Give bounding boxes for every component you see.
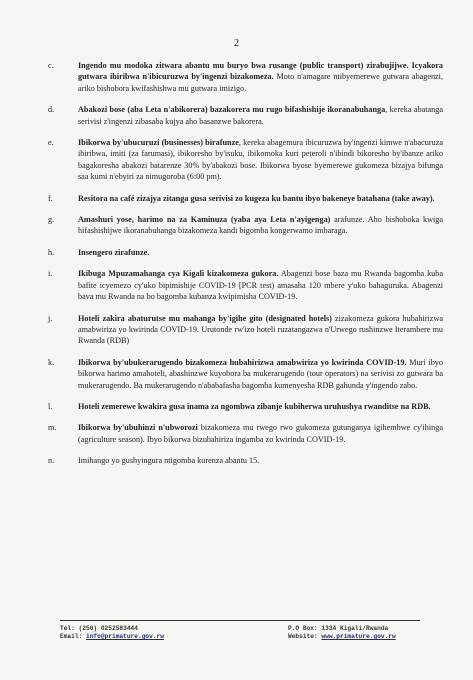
page-number: 2 bbox=[234, 38, 239, 49]
item-letter: m. bbox=[48, 423, 57, 433]
item-bold-text: Abakozi bose (aba Leta n'abikorera) bazakorera mu rugo bifashishije ikoranabuhanga bbox=[78, 105, 386, 115]
item-bold-text: Ibikorwa by'ubucuruzi (businesses) birafunze bbox=[78, 138, 239, 148]
footer-po-box: P.O Box: 1334 Kigali/Rwanda bbox=[288, 625, 389, 632]
item-letter: k. bbox=[48, 357, 55, 367]
item-bold-text: Amashuri yose, harimo na za Kaminuza (yaba aya Leta n'ayigenga) bbox=[78, 215, 331, 225]
item-bold-text: Insengero zirafunze. bbox=[78, 247, 150, 257]
list-item bbox=[48, 313, 443, 347]
footer-website-line bbox=[288, 633, 396, 641]
footer-website-link[interactable]: www.primature.gov.rw bbox=[321, 633, 396, 640]
directive-list bbox=[48, 60, 443, 477]
list-item bbox=[48, 137, 443, 183]
list-item bbox=[48, 104, 443, 127]
footer-right bbox=[288, 625, 396, 641]
item-letter: i. bbox=[48, 269, 53, 279]
item-bold-text: Ibikorwa by'ubuhinzi n'ubworozi bbox=[78, 423, 198, 433]
list-item bbox=[48, 193, 443, 204]
item-text: zizakomeza gukora hubahirizwa amabwiriza yo kwirinda COVID-19. Urutonde rw'izo hoteli ruzatangazwa n'Urwego rushinzwe Iterambere mu Rwanda (RDB) bbox=[78, 313, 443, 346]
list-item bbox=[48, 422, 443, 445]
item-letter: g. bbox=[48, 215, 55, 225]
item-letter: n. bbox=[48, 456, 55, 466]
footer-email-link[interactable]: info@primature.gov.rw bbox=[86, 633, 164, 640]
item-text: Imihango yo gushyingura ntigomba kurenza abantu 15. bbox=[78, 456, 260, 466]
footer-email-label: Email: bbox=[60, 633, 86, 640]
item-letter: e. bbox=[48, 138, 54, 148]
item-bold-text: Resitora na café zizajya zitanga gusa serivisi zo kugeza ku bantu ibyo bakeneye batahana (take away). bbox=[78, 193, 435, 203]
item-bold-text: Ingendo mu modoka zitwara abantu mu buryo bwa rusange (public transport) zirabujijwe. Icyakora gutwara ibiribwa n'ibicuruzwa by'ingenzi bizakomeza. bbox=[78, 61, 443, 82]
footer-left bbox=[60, 625, 164, 641]
footer-email-line bbox=[60, 633, 164, 641]
footer-tel: Tel: (250) 0252583444 bbox=[60, 625, 138, 632]
list-item bbox=[48, 357, 443, 391]
item-letter: h. bbox=[48, 247, 55, 257]
item-text: bizakomeza mu rwego rwo gukomeza gutunganya igihembwe cy'ihinga (agriculture season). Ibyo bikorwa bizubahiriza ingamba zo kwirinda COVID-19. bbox=[78, 423, 443, 444]
item-letter: l. bbox=[48, 401, 53, 411]
item-bold-text: Hoteli zakira abaturutse mu mahanga by'igihe gito (designated hotels) bbox=[78, 313, 332, 323]
item-letter: c. bbox=[48, 61, 54, 70]
list-item bbox=[48, 455, 443, 466]
list-item bbox=[48, 268, 443, 302]
item-text: Muri ibyo bikorwa harimo amahoteli, abashinzwe kuyobora ba mukerarugendo (tour operators) na serivisi zo gutwara ba mukerarugendo. Ba mukerarugendo n'ababafasha bagomba kumenyesha RDB gahunda y'ingendo zabo. bbox=[78, 357, 443, 390]
item-bold-text: Ikibuga Mpuzamahanga cya Kigali kizakomeza gukora. bbox=[78, 269, 279, 279]
list-item bbox=[48, 214, 443, 237]
list-item bbox=[48, 60, 443, 94]
footer-website-label: Website: bbox=[288, 633, 322, 640]
item-bold-text: Ibikorwa by'ubukerarugendo bizakomeza hubahirizwa amabwiriza yo kwirinda COVID-19. bbox=[78, 357, 407, 367]
item-bold-text: Hoteli zemerewe kwakira gusa inama za ngombwa zibanje kubiherwa uruhushya rwanditse na RDB. bbox=[78, 401, 431, 411]
item-text: Abagenzi bose baza mu Rwanda bagomba kuba bafite icyemezo cy'uko bipimishije COVID-19 [PCR test) amasaha 120 mbere y'uko bahaguruka. Abagenzi bava mu Rwanda na bo bagomba kubanza kwipimisha COVID-19. bbox=[78, 269, 443, 302]
list-item bbox=[48, 401, 443, 412]
item-letter: f. bbox=[48, 193, 53, 203]
item-text: , kereka abagemura ibicuruzwa by'ingenzi kimwe n'abacuruza ibiribwa, imiti (za farumasi), ibikoresho by'isuku, ibikomoka kuri peteroli n'ibindi bikoresho by'ibanze ariko bagakoresha abakozi batarenze 30% by'abakozi bose. Ibikorwa byose byemerewe gukomeza bizajya bifunga saa kumi n'ebyiri za nimugoroba (6:00 pm). bbox=[78, 138, 443, 182]
list-item bbox=[48, 247, 443, 258]
footer-divider bbox=[60, 620, 420, 621]
item-text: , kereka abatanga serivisi z'ingenzi zibasaba kujya aho basanzwe bakorera. bbox=[78, 105, 443, 126]
item-text: Moto n'amagare ntibyemerewe gutwara abagenzi, ariko bishobora kwifashishwa mu gutwara imizigo. bbox=[78, 72, 444, 93]
item-letter: d. bbox=[48, 105, 55, 115]
item-letter: j. bbox=[48, 313, 53, 323]
item-text: arafunze. Aho bishoboka kwiga hifashishijwe ikoranabuhanga bizakomeza kandi bigomba kongerwamo imbaraga. bbox=[78, 215, 443, 236]
